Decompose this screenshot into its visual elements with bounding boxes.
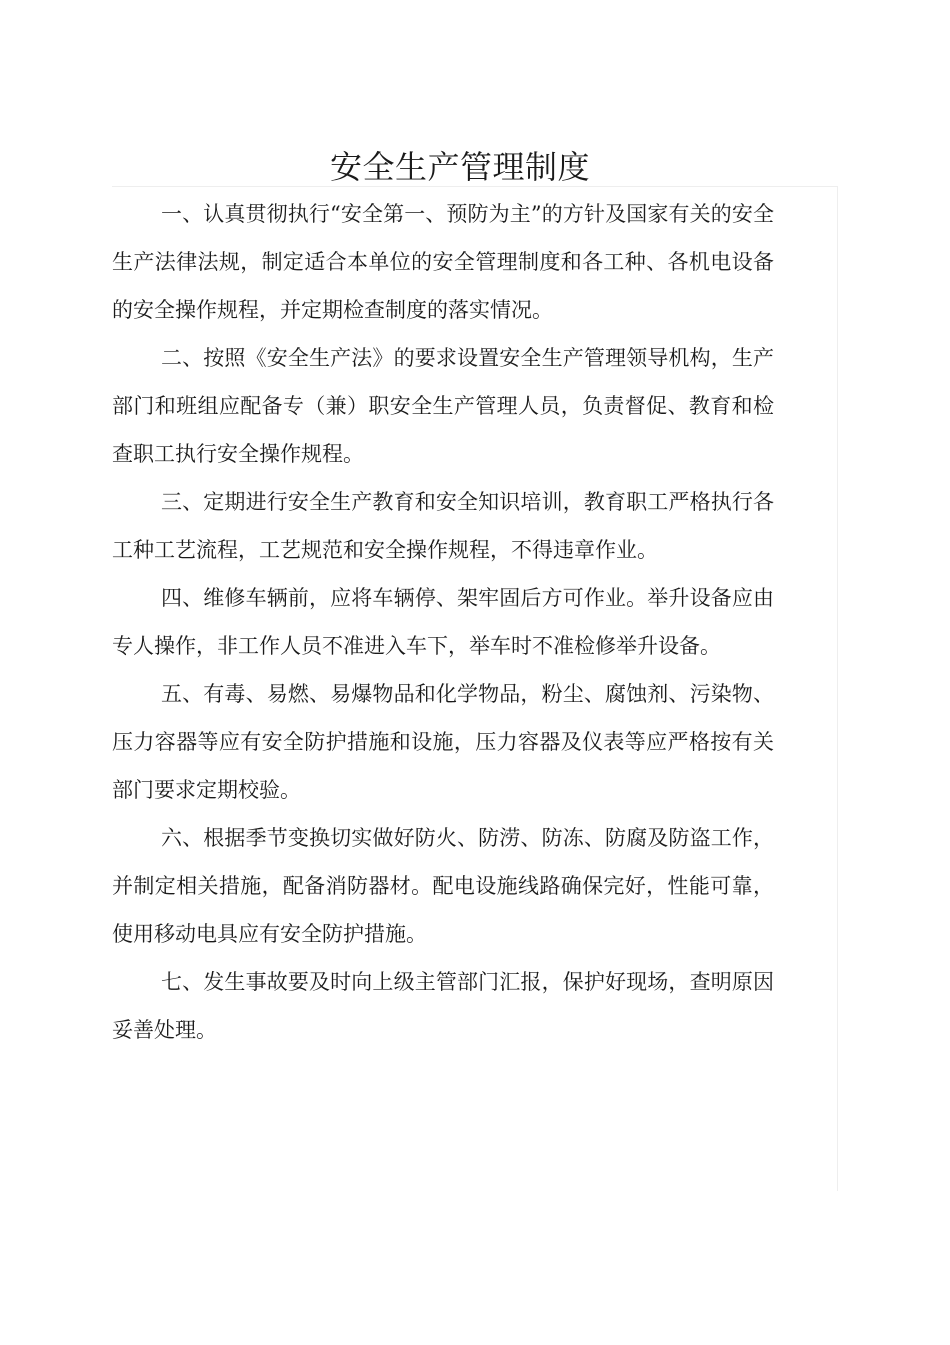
top-border-line [112, 186, 838, 187]
document-body [112, 190, 774, 1054]
right-border-line [837, 186, 838, 1191]
document-title: 安全生产管理制度 [329, 148, 590, 186]
paragraph-6: 六、根据季节变换切实做好防火、防涝、防冻、防腐及防盗工作，并制定相关措施，配备消防器材。配电设施线路确保完好，性能可靠，使用移动电具应有安全防护措施。 [112, 826, 774, 946]
paragraph-4: 四、维修车辆前，应将车辆停、架牢固后方可作业。举升设备应由专人操作，非工作人员不准进入车下，举车时不准检修举升设备。 [112, 586, 774, 658]
paragraph-7: 七、发生事故要及时向上级主管部门汇报，保护好现场，查明原因妥善处理。 [112, 970, 774, 1042]
paragraph-3: 三、定期进行安全生产教育和安全知识培训，教育职工严格执行各工种工艺流程，工艺规范和安全操作规程，不得违章作业。 [112, 490, 774, 562]
paragraph-5: 五、有毒、易燃、易爆物品和化学物品，粉尘、腐蚀剂、污染物、压力容器等应有安全防护措施和设施，压力容器及仪表等应严格按有关部门要求定期校验。 [112, 682, 774, 802]
paragraph-2: 二、按照《安全生产法》的要求设置安全生产管理领导机构，生产部门和班组应配备专（兼）职安全生产管理人员，负责督促、教育和检查职工执行安全操作规程。 [112, 346, 774, 466]
paragraph-1: 一、认真贯彻执行“安全第一、预防为主”的方针及国家有关的安全生产法律法规，制定适合本单位的安全管理制度和各工种、各机电设备的安全操作规程，并定期检查制度的落实情况。 [112, 202, 774, 322]
